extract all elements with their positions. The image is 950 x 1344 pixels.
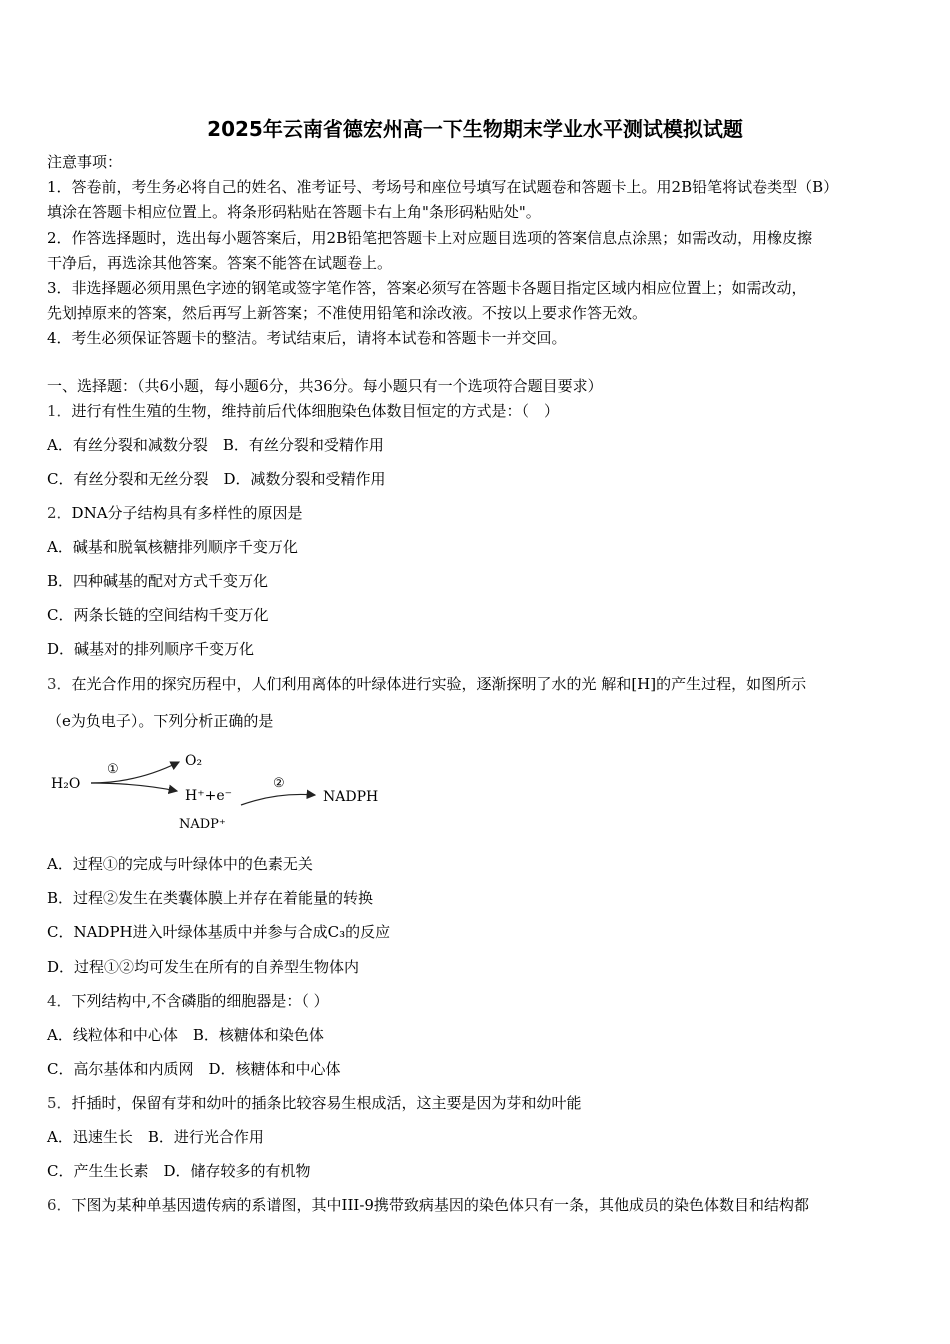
question-1	[47, 401, 559, 421]
notice-line-1: 1．答卷前，考生务必将自己的姓名、准考证号、考场号和座位号填写在试题卷和答题卡上。用2B铅笔将试卷类型（B）	[47, 178, 839, 196]
section-heading: 一、选择题：（共6小题，每小题6分，共36分。每小题只有一个选项符合题目要求）	[47, 377, 603, 395]
o2-label: O₂	[185, 753, 203, 769]
step-1-label: ①	[107, 762, 119, 777]
q1-options-ab: A．有丝分裂和减数分裂 B．有丝分裂和受精作用	[47, 436, 384, 454]
question-number: 3．	[47, 675, 72, 693]
light-reaction-diagram	[47, 745, 387, 840]
notice-line-4: 干净后，再选涂其他答案。答案不能答在试题卷上。	[47, 254, 393, 272]
question-stem: 下列结构中,不含磷脂的细胞器是：（ ）	[71, 992, 329, 1010]
question-5	[47, 1093, 582, 1113]
question-number: 4．	[47, 992, 72, 1010]
q4-options-ab: A．线粒体和中心体 B．核糖体和染色体	[47, 1026, 324, 1044]
arrow-to-h-plus	[91, 783, 177, 791]
notice-line-7: 4．考生必须保证答题卡的整洁。考试结束后，请将本试卷和答题卡一并交回。	[47, 329, 567, 347]
question-number: 6．	[47, 1196, 72, 1214]
question-2	[47, 503, 303, 523]
nadph-label: NADPH	[323, 789, 379, 805]
notice-line-5: 3．非选择题必须用黑色字迹的钢笔或签字笔作答，答案必须写在答题卡各题目指定区域内相应位置上；如需改动，	[47, 279, 807, 297]
q3-option-c: C．NADPH进入叶绿体基质中并参与合成C₃的反应	[47, 923, 391, 941]
q5-options-cd: C．产生生长素 D．储存较多的有机物	[47, 1162, 311, 1180]
question-4	[47, 991, 329, 1011]
question-number: 5．	[47, 1094, 72, 1112]
q1-options-cd: C．有丝分裂和无丝分裂 D．减数分裂和受精作用	[47, 470, 386, 488]
question-number: 1．	[47, 402, 72, 420]
q3-option-b: B．过程②发生在类囊体膜上并存在着能量的转换	[47, 889, 374, 907]
question-3	[47, 674, 806, 694]
arrow-to-nadph	[241, 794, 315, 805]
question-stem: DNA分子结构具有多样性的原因是	[71, 504, 303, 522]
h-plus-label: H⁺+e⁻	[185, 788, 233, 804]
question-number: 2．	[47, 504, 72, 522]
notice-line-2: 填涂在答题卡相应位置上。将条形码粘贴在答题卡右上角"条形码粘贴处"。	[47, 203, 541, 221]
q3-option-a: A．过程①的完成与叶绿体中的色素无关	[47, 855, 313, 873]
question-stem: 下图为某种单基因遗传病的系谱图，其中III-9携带致病基因的染色体只有一条，其他成员的染色体数目和结构都	[71, 1196, 809, 1214]
q2-option-a: A．碱基和脱氧核糖排列顺序千变万化	[47, 538, 298, 556]
question-stem: 进行有性生殖的生物，维持前后代体细胞染色体数目恒定的方式是：（ ）	[71, 402, 560, 420]
arrow-to-o2	[91, 762, 179, 783]
page-title: 2025年云南省德宏州高一下生物期末学业水平测试模拟试题	[207, 117, 743, 141]
h2o-label: H₂O	[51, 776, 81, 792]
notice-line-6: 先划掉原来的答案，然后再写上新答案；不准使用铅笔和涂改液。不按以上要求作答无效。	[47, 304, 648, 322]
q2-option-b: B．四种碱基的配对方式千变万化	[47, 572, 269, 590]
q2-option-d: D．碱基对的排列顺序千变万化	[47, 640, 255, 658]
q4-options-cd: C．高尔基体和内质网 D．核糖体和中心体	[47, 1060, 341, 1078]
notice-heading: 注意事项：	[47, 153, 123, 171]
notice-line-3: 2．作答选择题时，选出每小题答案后，用2B铅笔把答题卡上对应题目选项的答案信息点涂黑；如需改动，用橡皮擦	[47, 229, 813, 247]
question-stem: 扦插时，保留有芽和幼叶的插条比较容易生根成活，这主要是因为芽和幼叶能	[71, 1094, 582, 1112]
step-2-label: ②	[273, 776, 285, 791]
q3-option-d: D．过程①②均可发生在所有的自养型生物体内	[47, 958, 360, 976]
question-6	[47, 1195, 809, 1215]
q5-options-ab: A．迅速生长 B．进行光合作用	[47, 1128, 264, 1146]
q2-option-c: C．两条长链的空间结构千变万化	[47, 606, 269, 624]
question-3-stem-cont: （e为负电子）。下列分析正确的是	[47, 712, 274, 730]
question-stem: 在光合作用的探究历程中，人们利用离体的叶绿体进行实验，逐渐探明了水的光 解和[H]的产生过程，如图所示	[71, 675, 807, 693]
nadp-label: NADP⁺	[179, 817, 226, 832]
